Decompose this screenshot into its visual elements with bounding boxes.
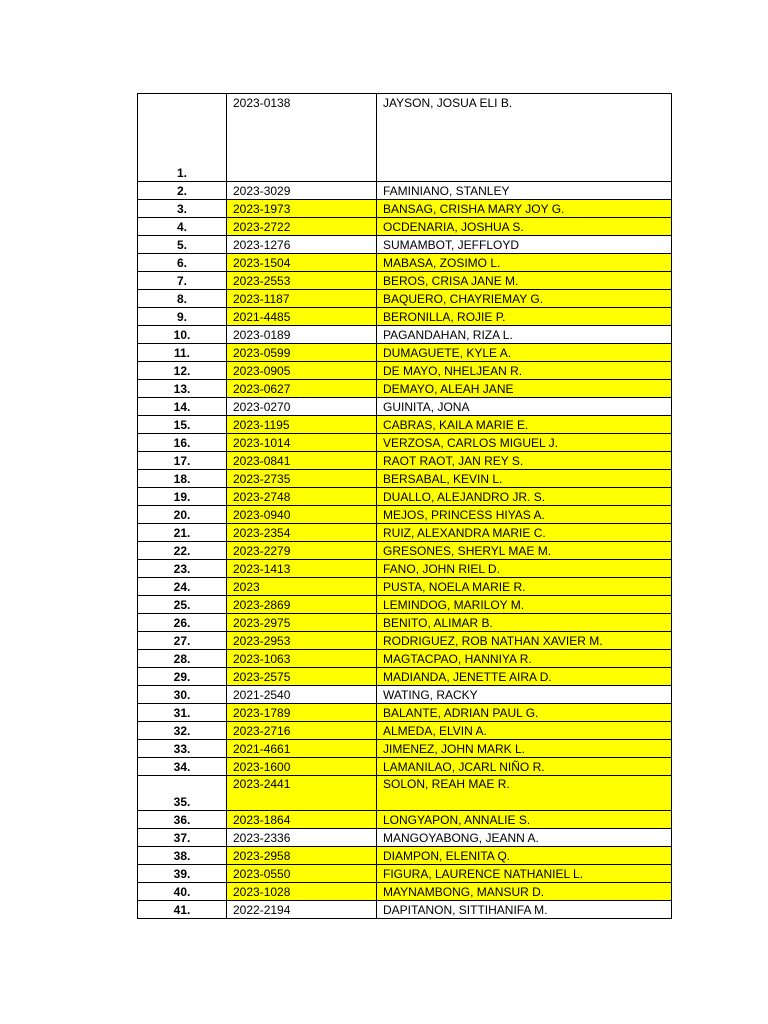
- row-number: 40.: [138, 883, 227, 901]
- student-id: 2023-1504: [227, 254, 377, 272]
- student-name: PAGANDAHAN, RIZA L.: [377, 326, 672, 344]
- student-id: 2021-4485: [227, 308, 377, 326]
- student-id: 2023-0270: [227, 398, 377, 416]
- student-id: 2023-2279: [227, 542, 377, 560]
- student-id: 2023-1789: [227, 704, 377, 722]
- student-id: 2023-2953: [227, 632, 377, 650]
- student-id: 2023-1276: [227, 236, 377, 254]
- row-number: 26.: [138, 614, 227, 632]
- student-name: FIGURA, LAURENCE NATHANIEL L.: [377, 865, 672, 883]
- student-name: MEJOS, PRINCESS HIYAS A.: [377, 506, 672, 524]
- row-number: 17.: [138, 452, 227, 470]
- student-id: 2023-0138: [227, 94, 377, 182]
- row-number: 37.: [138, 829, 227, 847]
- table-row: [138, 542, 672, 560]
- table-row: [138, 847, 672, 865]
- row-number: 1.: [138, 94, 227, 182]
- table-row: [138, 470, 672, 488]
- table-row: [138, 901, 672, 919]
- table-row: [138, 398, 672, 416]
- table-row: [138, 614, 672, 632]
- row-number: 11.: [138, 344, 227, 362]
- row-number: 22.: [138, 542, 227, 560]
- student-name: BAQUERO, CHAYRIEMAY G.: [377, 290, 672, 308]
- row-number: 21.: [138, 524, 227, 542]
- student-name: LONGYAPON, ANNALIE S.: [377, 811, 672, 829]
- table-row: [138, 668, 672, 686]
- table-row: [138, 704, 672, 722]
- row-number: 2.: [138, 182, 227, 200]
- table-row: [138, 596, 672, 614]
- table-row: [138, 254, 672, 272]
- table-row: [138, 380, 672, 398]
- student-id: 2023-0189: [227, 326, 377, 344]
- student-id: 2023-2336: [227, 829, 377, 847]
- student-name: MAGTACPAO, HANNIYA R.: [377, 650, 672, 668]
- student-id: 2023-2748: [227, 488, 377, 506]
- table-row: [138, 560, 672, 578]
- table-row: [138, 632, 672, 650]
- table-row: [138, 344, 672, 362]
- table-row: [138, 452, 672, 470]
- student-name: DIAMPON, ELENITA Q.: [377, 847, 672, 865]
- student-id: 2023-1600: [227, 758, 377, 776]
- student-id: 2023-1063: [227, 650, 377, 668]
- row-number: 28.: [138, 650, 227, 668]
- table-row: [138, 578, 672, 596]
- row-number: 23.: [138, 560, 227, 578]
- student-name: FAMINIANO, STANLEY: [377, 182, 672, 200]
- table-row: [138, 200, 672, 218]
- student-id: 2023-0599: [227, 344, 377, 362]
- student-name: LEMINDOG, MARILOY M.: [377, 596, 672, 614]
- table-row: [138, 883, 672, 901]
- student-name: MABASA, ZOSIMO L.: [377, 254, 672, 272]
- table-row: [138, 290, 672, 308]
- table-row: [138, 758, 672, 776]
- row-number: 41.: [138, 901, 227, 919]
- row-number: 24.: [138, 578, 227, 596]
- table-row: [138, 740, 672, 758]
- row-number: 20.: [138, 506, 227, 524]
- student-id: 2021-2540: [227, 686, 377, 704]
- row-number: 6.: [138, 254, 227, 272]
- table-row: [138, 506, 672, 524]
- student-name: DEMAYO, ALEAH JANE: [377, 380, 672, 398]
- student-name: CABRAS, KAILA MARIE E.: [377, 416, 672, 434]
- row-number: 8.: [138, 290, 227, 308]
- row-number: 35.: [138, 776, 227, 811]
- student-id: 2021-4661: [227, 740, 377, 758]
- student-id: 2023-2958: [227, 847, 377, 865]
- student-id: 2023-1195: [227, 416, 377, 434]
- table-row: [138, 362, 672, 380]
- table-row: [138, 776, 672, 811]
- row-number: 9.: [138, 308, 227, 326]
- table-row: [138, 650, 672, 668]
- student-name: DAPITANON, SITTIHANIFA M.: [377, 901, 672, 919]
- student-name: RAOT RAOT, JAN REY S.: [377, 452, 672, 470]
- student-id: 2023-0905: [227, 362, 377, 380]
- student-id: 2022-2194: [227, 901, 377, 919]
- table-row: [138, 182, 672, 200]
- student-name: SUMAMBOT, JEFFLOYD: [377, 236, 672, 254]
- student-name: VERZOSA, CARLOS MIGUEL J.: [377, 434, 672, 452]
- student-id: 2023-1014: [227, 434, 377, 452]
- table-row: [138, 811, 672, 829]
- row-number: 13.: [138, 380, 227, 398]
- table-row: [138, 308, 672, 326]
- roster-body: [138, 94, 672, 919]
- student-name: DUALLO, ALEJANDRO JR. S.: [377, 488, 672, 506]
- table-row: [138, 488, 672, 506]
- table-row: [138, 272, 672, 290]
- student-name: BERONILLA, ROJIE P.: [377, 308, 672, 326]
- student-name: JIMENEZ, JOHN MARK L.: [377, 740, 672, 758]
- row-number: 39.: [138, 865, 227, 883]
- row-number: 4.: [138, 218, 227, 236]
- row-number: 38.: [138, 847, 227, 865]
- student-id: 2023-2735: [227, 470, 377, 488]
- row-number: 30.: [138, 686, 227, 704]
- row-number: 36.: [138, 811, 227, 829]
- row-number: 32.: [138, 722, 227, 740]
- student-id: 2023-2716: [227, 722, 377, 740]
- student-name: JAYSON, JOSUA ELI B.: [377, 94, 672, 182]
- student-id: 2023-1187: [227, 290, 377, 308]
- table-row: [138, 434, 672, 452]
- student-id: 2023-0841: [227, 452, 377, 470]
- table-row: [138, 218, 672, 236]
- table-row: [138, 416, 672, 434]
- row-number: 31.: [138, 704, 227, 722]
- student-name: BEROS, CRISA JANE M.: [377, 272, 672, 290]
- student-id: 2023-1864: [227, 811, 377, 829]
- student-name: SOLON, REAH MAE R.: [377, 776, 672, 811]
- row-number: 33.: [138, 740, 227, 758]
- student-name: BANSAG, CRISHA MARY JOY G.: [377, 200, 672, 218]
- student-name: BENITO, ALIMAR B.: [377, 614, 672, 632]
- student-id: 2023-0627: [227, 380, 377, 398]
- table-row: [138, 722, 672, 740]
- student-roster-table: [137, 93, 672, 919]
- student-name: MADIANDA, JENETTE AIRA D.: [377, 668, 672, 686]
- row-number: 15.: [138, 416, 227, 434]
- student-id: 2023-2441: [227, 776, 377, 811]
- row-number: 27.: [138, 632, 227, 650]
- student-name: DUMAGUETE, KYLE A.: [377, 344, 672, 362]
- student-name: RODRIGUEZ, ROB NATHAN XAVIER M.: [377, 632, 672, 650]
- row-number: 14.: [138, 398, 227, 416]
- student-id: 2023-3029: [227, 182, 377, 200]
- row-number: 7.: [138, 272, 227, 290]
- student-name: ALMEDA, ELVIN A.: [377, 722, 672, 740]
- table-row: [138, 524, 672, 542]
- student-id: 2023-2722: [227, 218, 377, 236]
- row-number: 3.: [138, 200, 227, 218]
- student-id: 2023-1413: [227, 560, 377, 578]
- student-name: BALANTE, ADRIAN PAUL G.: [377, 704, 672, 722]
- table-row: [138, 686, 672, 704]
- row-number: 12.: [138, 362, 227, 380]
- student-name: WATING, RACKY: [377, 686, 672, 704]
- student-id: 2023-2975: [227, 614, 377, 632]
- table-row: [138, 236, 672, 254]
- table-row: [138, 865, 672, 883]
- student-id: 2023-1028: [227, 883, 377, 901]
- student-name: FANO, JOHN RIEL D.: [377, 560, 672, 578]
- row-number: 25.: [138, 596, 227, 614]
- student-id: 2023: [227, 578, 377, 596]
- student-id: 2023-2869: [227, 596, 377, 614]
- student-name: OCDENARIA, JOSHUA S.: [377, 218, 672, 236]
- student-name: GUINITA, JONA: [377, 398, 672, 416]
- student-name: DE MAYO, NHELJEAN R.: [377, 362, 672, 380]
- student-id: 2023-2354: [227, 524, 377, 542]
- student-name: RUIZ, ALEXANDRA MARIE C.: [377, 524, 672, 542]
- student-name: MANGOYABONG, JEANN A.: [377, 829, 672, 847]
- student-name: LAMANILAO, JCARL NIÑO R.: [377, 758, 672, 776]
- student-name: BERSABAL, KEVIN L.: [377, 470, 672, 488]
- row-number: 19.: [138, 488, 227, 506]
- student-id: 2023-2553: [227, 272, 377, 290]
- table-row: [138, 326, 672, 344]
- table-row: [138, 94, 672, 182]
- row-number: 10.: [138, 326, 227, 344]
- student-id: 2023-0550: [227, 865, 377, 883]
- row-number: 16.: [138, 434, 227, 452]
- student-name: MAYNAMBONG, MANSUR D.: [377, 883, 672, 901]
- student-id: 2023-2575: [227, 668, 377, 686]
- student-name: GRESONES, SHERYL MAE M.: [377, 542, 672, 560]
- row-number: 29.: [138, 668, 227, 686]
- row-number: 34.: [138, 758, 227, 776]
- student-name: PUSTA, NOELA MARIE R.: [377, 578, 672, 596]
- row-number: 5.: [138, 236, 227, 254]
- table-row: [138, 829, 672, 847]
- student-id: 2023-0940: [227, 506, 377, 524]
- student-id: 2023-1973: [227, 200, 377, 218]
- row-number: 18.: [138, 470, 227, 488]
